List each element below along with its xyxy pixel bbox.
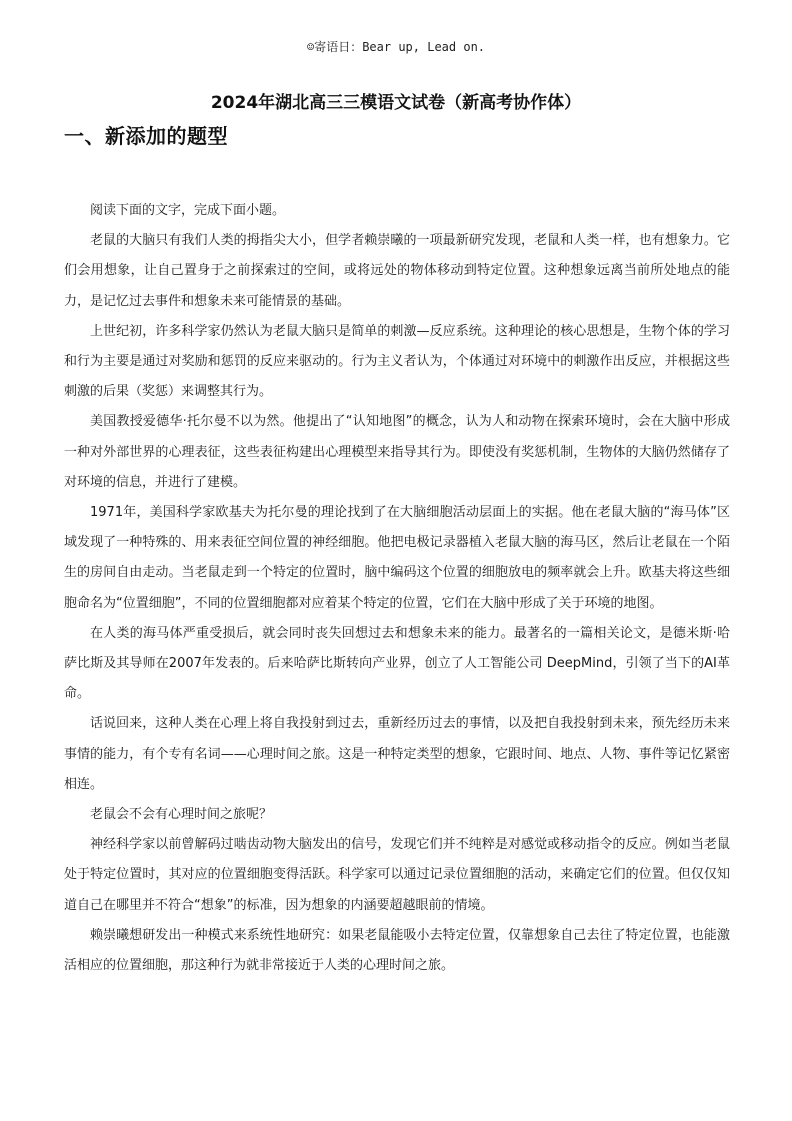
section-heading: 一、新添加的题型 — [64, 124, 228, 148]
paragraph: 赖崇曦想研发出一种模式来系统性地研究：如果老鼠能吸小去特定位置，仅靠想象自己去往了特定位置，也能激活相应的位置细胞，那这种行为就非常接近于人类的心理时间之旅。 — [64, 927, 730, 974]
paragraph: 老鼠会不会有心理时间之旅呢？ — [90, 807, 273, 823]
document-title: 2024年湖北高三三模语文试卷（新高考协作体） — [210, 93, 582, 113]
paragraph: 神经科学家以前曾解码过啮齿动物大脑发出的信号，发现它们并不纯粹是对感觉或移动指令的反应。例如当老鼠处于特定位置时，其对应的位置细胞变得活跃。科学家可以通过记录位置细胞的活动，来确定它们的位置。但仅仅知道自己在哪里并不符合“想象”的标准，因为想象的内涵要超越眼前的情境。 — [64, 837, 730, 913]
header-motto: ☺寄语日：Bear up, Lead on. — [306, 40, 486, 54]
paragraph: 美国教授爱德华·托尔曼不以为然。他提出了“认知地图”的概念，认为人和动物在探索环境时，会在大脑中形成一种对外部世界的心理表征，这些表征构建出心理模型来指导其行为。即使没有奖惩机制，生物体的大脑仍然储存了对环境的信息，并进行了建模。 — [64, 414, 730, 490]
paragraph: 上世纪初，许多科学家仍然认为老鼠大脑只是简单的刺激—反应系统。这种理论的核心思想是，生物个体的学习和行为主要是通过对奖励和惩罚的反应来驱动的。行为主义者认为，个体通过对环境中的刺激作出反应，并根据这些刺激的后果（奖惩）来调整其行为。 — [64, 323, 730, 400]
paragraph-instruction: 阅读下面的文字，完成下面小题。 — [90, 203, 286, 218]
paragraph: 在人类的海马体严重受损后，就会同时丧失回想过去和想象未来的能力。最著名的一篇相关论文，是德米斯·哈萨比斯及其导师在2007年发表的。后来哈萨比斯转向产业界，创立了人工智能公司 DeepMind，引领了当下的AI革命。 — [64, 625, 730, 702]
paragraph: 话说回来，这种人类在心理上将自我投射到过去，重新经历过去的事情，以及把自我投射到未来，预先经历未来事情的能力，有个专有名词——心理时间之旅。这是一种特定类型的想象，它跟时间、地点、人物、事件等记忆紧密相连。 — [64, 716, 730, 792]
paragraph: 老鼠的大脑只有我们人类的拇指尖大小，但学者赖崇曦的一项最新研究发现，老鼠和人类一样，也有想象力。它们会用想象，让自己置身于之前探索过的空间，或将远处的物体移动到特定位置。这种想象远离当前所处地点的能力，是记忆过去事件和想象未来可能情景的基础。 — [64, 233, 730, 309]
paragraph: 1971年，美国科学家欧基夫为托尔曼的理论找到了在大脑细胞活动层面上的实据。他在老鼠大脑的“海马体”区域发现了一种特殊的、用来表征空间位置的神经细胞。他把电极记录器植入老鼠大脑的海马区，然后让老鼠在一个陌生的房间自由走动。当老鼠走到一个特定的位置时，脑中编码这个位置的细胞放电的频率就会上升。欧基夫将这些细胞命名为“位置细胞”，不同的位置细胞都对应着某个特定的位置，它们在大脑中形成了关于环境的地图。 — [64, 505, 730, 611]
passage-body — [64, 196, 730, 981]
